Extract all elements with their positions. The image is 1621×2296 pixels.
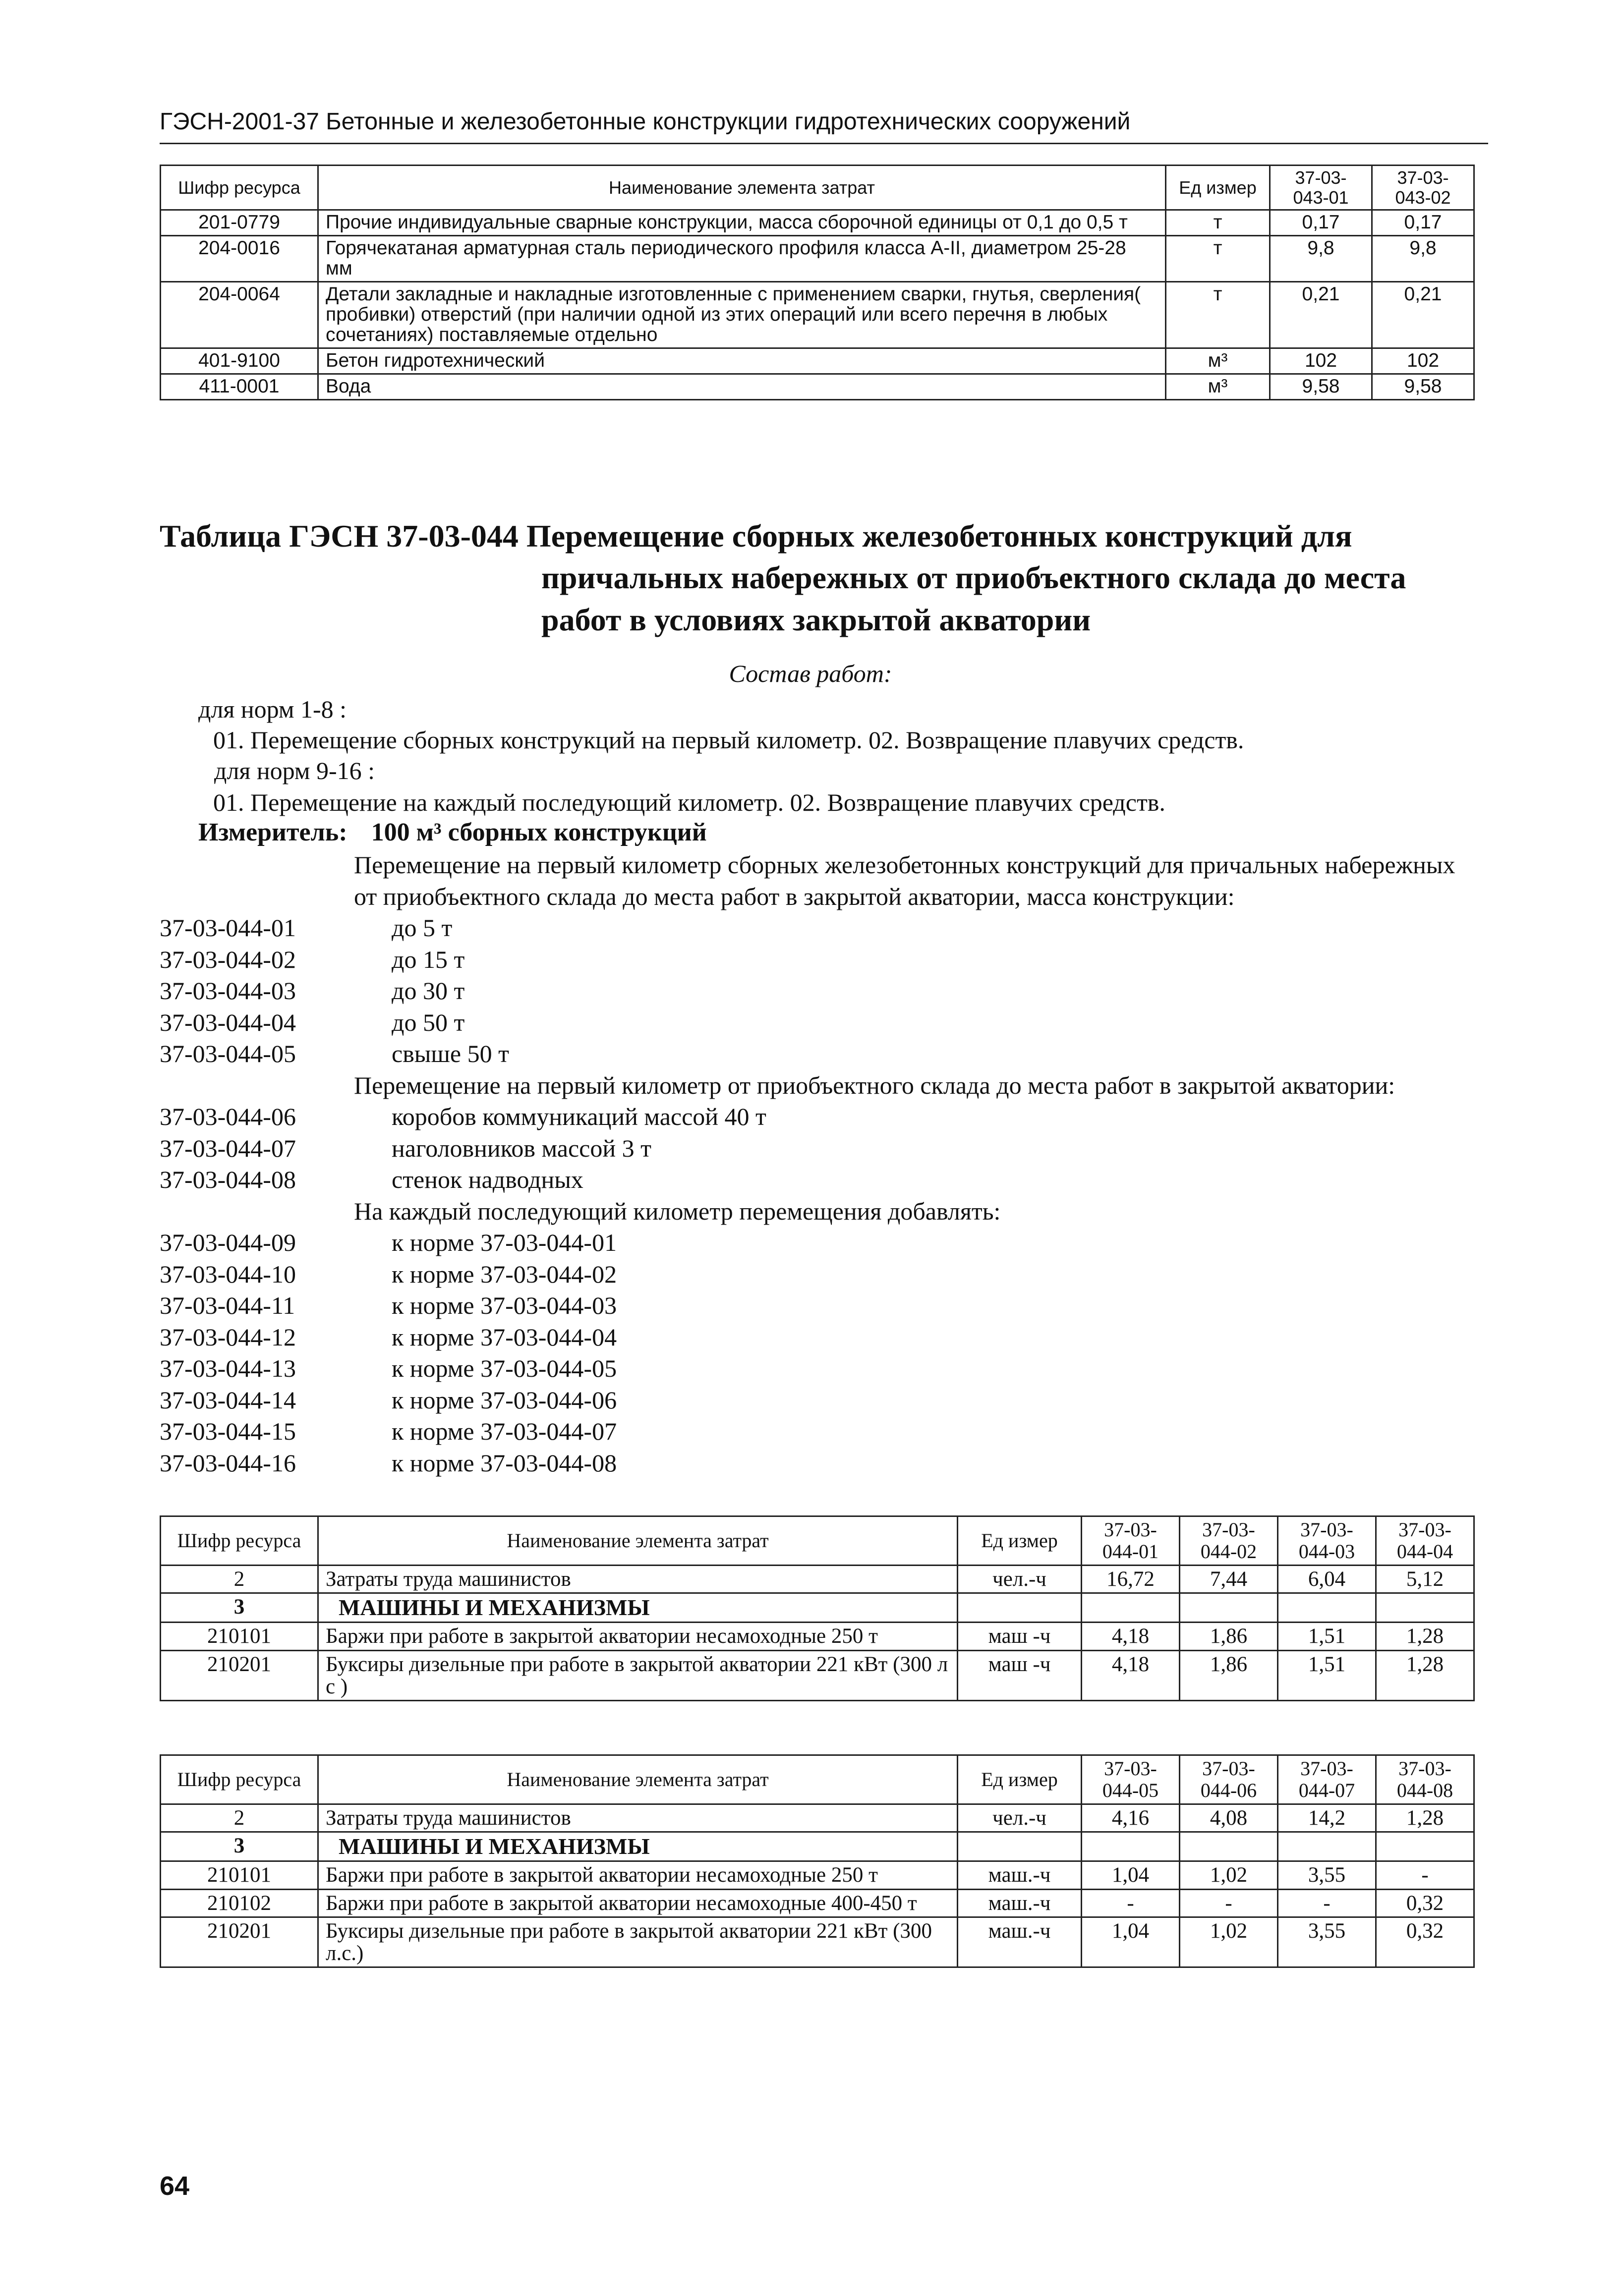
norm-item xyxy=(160,975,1469,1007)
resource-value: 0,21 xyxy=(1372,282,1474,348)
resource-code: 3 xyxy=(161,1593,318,1623)
resource-value: 3,55 xyxy=(1278,1917,1376,1967)
header-cell: 37-03-043-01 xyxy=(1270,166,1372,210)
header-cell: 37-03-044-01 xyxy=(1082,1516,1180,1566)
norm-description: к норме 37-03-044-02 xyxy=(392,1260,617,1288)
resource-value: - xyxy=(1082,1889,1180,1917)
resource-code: 201-0779 xyxy=(161,210,318,236)
table-body xyxy=(161,1804,1474,1967)
norm-description: к норме 37-03-044-06 xyxy=(392,1386,617,1414)
norm-description: до 50 т xyxy=(392,1008,465,1036)
header-cell: Ед измер xyxy=(958,1755,1082,1804)
norm-item xyxy=(160,1322,1469,1353)
header-cell: Шифр ресурса xyxy=(161,166,318,210)
resource-value: 1,02 xyxy=(1180,1917,1278,1967)
resource-value: 1,28 xyxy=(1376,1650,1474,1700)
resource-name: Детали закладные и накладные изготовленные с применением сварки, гнутья, сверления( пробивки) отверстий (при наличии одной из этих операций или всего перечня в любых сочетаниях) поставляемые отдельно xyxy=(318,282,1166,348)
norm-code: 37-03-044-13 xyxy=(160,1354,296,1382)
norm-item xyxy=(160,1164,1469,1196)
empty-cell xyxy=(1376,1832,1474,1861)
resource-unit: м³ xyxy=(1166,348,1270,374)
norm-group-heading: На каждый последующий километр перемещения добавлять: xyxy=(354,1197,1001,1225)
norm-code: 37-03-044-05 xyxy=(160,1040,296,1067)
norm-items-b xyxy=(160,1101,1469,1196)
header-cell: 37-03-044-06 xyxy=(1180,1755,1278,1804)
resource-code: 411-0001 xyxy=(161,374,318,399)
resource-value: 102 xyxy=(1372,348,1474,374)
header-cell: 37-03-044-08 xyxy=(1376,1755,1474,1804)
table-row xyxy=(161,1566,1474,1593)
norm-description: до 15 т xyxy=(392,945,465,973)
resource-code: 210201 xyxy=(161,1917,318,1967)
section-name: МАШИНЫ И МЕХАНИЗМЫ xyxy=(318,1832,958,1861)
header-cell: Наименование элемента затрат xyxy=(318,1755,958,1804)
resource-table-044-b xyxy=(160,1754,1475,1968)
group2-text: 01. Перемещение на каждый последующий километр. 02. Возвращение плавучих средств. xyxy=(213,788,1165,816)
resource-name: Баржи при работе в закрытой акватории несамоходные 250 т xyxy=(318,1861,958,1889)
header-cell: Наименование элемента затрат xyxy=(318,166,1166,210)
norm-code: 37-03-044-16 xyxy=(160,1449,296,1477)
resource-code: 2 xyxy=(161,1566,318,1593)
resource-code: 204-0016 xyxy=(161,236,318,282)
resource-table-044-a xyxy=(160,1515,1475,1701)
resource-unit: маш -ч xyxy=(958,1650,1082,1700)
norm-items-a xyxy=(160,912,1469,1070)
resource-code: 204-0064 xyxy=(161,282,318,348)
resource-code: 210102 xyxy=(161,1889,318,1917)
norm-description: коробов коммуникаций массой 40 т xyxy=(392,1103,766,1130)
resource-unit: чел.-ч xyxy=(958,1566,1082,1593)
resource-code: 401-9100 xyxy=(161,348,318,374)
norm-code: 37-03-044-04 xyxy=(160,1008,296,1036)
section-row xyxy=(161,1593,1474,1623)
norm-description: свыше 50 т xyxy=(392,1040,509,1067)
resource-code: 210101 xyxy=(161,1623,318,1650)
empty-cell xyxy=(1278,1832,1376,1861)
resource-code: 210201 xyxy=(161,1650,318,1700)
resource-value: 1,86 xyxy=(1180,1650,1278,1700)
meter-label: Измеритель: xyxy=(198,818,347,846)
resource-value: 4,18 xyxy=(1082,1623,1180,1650)
resource-name: Вода xyxy=(318,374,1166,399)
resource-name: Затраты труда машинистов xyxy=(318,1804,958,1832)
resource-value: 0,32 xyxy=(1376,1889,1474,1917)
norm-code: 37-03-044-06 xyxy=(160,1103,296,1130)
table-row xyxy=(161,348,1474,374)
table-row xyxy=(161,282,1474,348)
table-body xyxy=(161,1566,1474,1701)
header-cell: 37-03-044-02 xyxy=(1180,1516,1278,1566)
norm-description: к норме 37-03-044-05 xyxy=(392,1354,617,1382)
norm-group-heading: Перемещение на первый километр от приобъектного склада до места работ в закрытой акватории: xyxy=(354,1071,1395,1099)
resource-name: Баржи при работе в закрытой акватории несамоходные 400-450 т xyxy=(318,1889,958,1917)
resource-name: Баржи при работе в закрытой акватории несамоходные 250 т xyxy=(318,1623,958,1650)
resource-unit: маш.-ч xyxy=(958,1917,1082,1967)
norm-code: 37-03-044-11 xyxy=(160,1291,295,1319)
table-row xyxy=(161,236,1474,282)
resource-value: - xyxy=(1278,1889,1376,1917)
resource-value: 3,55 xyxy=(1278,1861,1376,1889)
resource-value: 5,12 xyxy=(1376,1566,1474,1593)
norm-code: 37-03-044-07 xyxy=(160,1134,296,1162)
resource-value: 0,21 xyxy=(1270,282,1372,348)
table-row xyxy=(161,374,1474,399)
resource-value: 9,58 xyxy=(1270,374,1372,399)
resource-value: 1,51 xyxy=(1278,1623,1376,1650)
resource-value: - xyxy=(1376,1861,1474,1889)
empty-cell xyxy=(1376,1593,1474,1623)
resource-code: 3 xyxy=(161,1832,318,1861)
resource-unit: м³ xyxy=(1166,374,1270,399)
resource-value: 1,04 xyxy=(1082,1861,1180,1889)
resource-unit: т xyxy=(1166,236,1270,282)
resource-value: 1,04 xyxy=(1082,1917,1180,1967)
header-cell: Шифр ресурса xyxy=(161,1516,318,1566)
table-header-row xyxy=(161,166,1474,210)
table-row xyxy=(161,1889,1474,1917)
empty-cell xyxy=(958,1832,1082,1861)
resource-unit: т xyxy=(1166,282,1270,348)
resource-value: 9,8 xyxy=(1372,236,1474,282)
norm-description: до 30 т xyxy=(392,977,465,1005)
table-header-row xyxy=(161,1516,1474,1566)
resource-unit: т xyxy=(1166,210,1270,236)
header-cell: 37-03-044-07 xyxy=(1278,1755,1376,1804)
resource-name: Горячекатаная арматурная сталь периодического профиля класса А-II, диаметром 25-28 мм xyxy=(318,236,1166,282)
norm-items-c xyxy=(160,1227,1469,1479)
resource-value: 4,08 xyxy=(1180,1804,1278,1832)
table-row xyxy=(161,1650,1474,1700)
running-header: ГЭСН-2001-37 Бетонные и железобетонные конструкции гидротехнических сооружений xyxy=(160,109,1131,135)
group1-label: для норм 1-8 : xyxy=(198,695,347,723)
norm-item xyxy=(160,944,1469,976)
norm-code: 37-03-044-09 xyxy=(160,1229,296,1256)
meter-line xyxy=(198,818,707,847)
group2-label: для норм 9-16 : xyxy=(214,757,375,784)
resource-value: 9,8 xyxy=(1270,236,1372,282)
resource-value: 9,58 xyxy=(1372,374,1474,399)
table-row xyxy=(161,1804,1474,1832)
norm-group-heading: Перемещение на первый километр сборных железобетонных конструкций для причальных набережных от приобъектного склада до места работ в закрытой акватории, масса конструкции: xyxy=(354,851,1455,910)
header-cell: Ед измер xyxy=(958,1516,1082,1566)
section-title-cont: причальных набережных от приобъектного склада до места работ в условиях закрытой акватории xyxy=(541,560,1406,637)
norm-description: наголовников массой 3 т xyxy=(392,1134,651,1162)
meter-value: 100 м³ сборных конструкций xyxy=(371,818,707,846)
section-name: МАШИНЫ И МЕХАНИЗМЫ xyxy=(318,1593,958,1623)
norm-description: к норме 37-03-044-01 xyxy=(392,1229,617,1256)
header-cell: Ед измер xyxy=(1166,166,1270,210)
header-cell: 37-03-044-03 xyxy=(1278,1516,1376,1566)
resource-value: 16,72 xyxy=(1082,1566,1180,1593)
norm-item xyxy=(160,912,1469,944)
resource-value: 0,17 xyxy=(1372,210,1474,236)
resource-name: Буксиры дизельные при работе в закрытой акватории 221 кВт (300 л с ) xyxy=(318,1650,958,1700)
empty-cell xyxy=(958,1593,1082,1623)
norm-item xyxy=(160,1133,1469,1165)
norm-code: 37-03-044-12 xyxy=(160,1323,296,1351)
norm-list xyxy=(160,849,1469,1479)
norm-item xyxy=(160,1227,1469,1259)
norm-item xyxy=(160,1385,1469,1416)
norm-code: 37-03-044-10 xyxy=(160,1260,296,1288)
norm-item xyxy=(160,1101,1469,1133)
norm-description: к норме 37-03-044-08 xyxy=(392,1449,617,1477)
norm-item xyxy=(160,1353,1469,1385)
empty-cell xyxy=(1082,1832,1180,1861)
resource-value: 1,02 xyxy=(1180,1861,1278,1889)
work-composition-heading: Состав работ: xyxy=(729,660,892,687)
norm-description: стенок надводных xyxy=(392,1166,583,1193)
table-header-row xyxy=(161,1755,1474,1804)
section-title xyxy=(160,515,1488,641)
table-row xyxy=(161,1623,1474,1650)
norm-item xyxy=(160,1038,1469,1070)
header-cell: Шифр ресурса xyxy=(161,1755,318,1804)
resource-value: - xyxy=(1180,1889,1278,1917)
section-title-lead: Таблица ГЭСН 37-03-044 Перемещение сборных железобетонных конструкций для xyxy=(160,518,1352,554)
header-cell: 37-03-044-04 xyxy=(1376,1516,1474,1566)
norm-item xyxy=(160,1290,1469,1322)
resource-value: 1,28 xyxy=(1376,1804,1474,1832)
resource-name: Бетон гидротехнический xyxy=(318,348,1166,374)
norm-item xyxy=(160,1259,1469,1290)
resource-value: 0,32 xyxy=(1376,1917,1474,1967)
resource-value: 6,04 xyxy=(1278,1566,1376,1593)
resource-name: Затраты труда машинистов xyxy=(318,1566,958,1593)
resource-name: Прочие индивидуальные сварные конструкции, масса сборочной единицы от 0,1 до 0,5 т xyxy=(318,210,1166,236)
section-row xyxy=(161,1832,1474,1861)
header-rule xyxy=(160,143,1488,144)
resource-unit: маш.-ч xyxy=(958,1889,1082,1917)
resource-unit: маш -ч xyxy=(958,1623,1082,1650)
resource-value: 1,28 xyxy=(1376,1623,1474,1650)
resource-value: 1,86 xyxy=(1180,1623,1278,1650)
norm-description: к норме 37-03-044-07 xyxy=(392,1417,617,1445)
norm-code: 37-03-044-01 xyxy=(160,914,296,942)
norm-item xyxy=(160,1007,1469,1039)
norm-code: 37-03-044-02 xyxy=(160,945,296,973)
resource-value: 7,44 xyxy=(1180,1566,1278,1593)
norm-description: к норме 37-03-044-04 xyxy=(392,1323,617,1351)
norm-code: 37-03-044-03 xyxy=(160,977,296,1005)
table-row xyxy=(161,1917,1474,1967)
resource-unit: маш.-ч xyxy=(958,1861,1082,1889)
empty-cell xyxy=(1082,1593,1180,1623)
resource-value: 1,51 xyxy=(1278,1650,1376,1700)
resource-value: 4,18 xyxy=(1082,1650,1180,1700)
norm-item xyxy=(160,1448,1469,1479)
norm-description: до 5 т xyxy=(392,914,453,942)
norm-item xyxy=(160,1416,1469,1448)
norm-code: 37-03-044-14 xyxy=(160,1386,296,1414)
norm-code: 37-03-044-15 xyxy=(160,1417,296,1445)
resource-name: Буксиры дизельные при работе в закрытой акватории 221 кВт (300 л.с.) xyxy=(318,1917,958,1967)
page-number: 64 xyxy=(160,2171,190,2201)
table-body xyxy=(161,210,1474,400)
table-row xyxy=(161,210,1474,236)
empty-cell xyxy=(1180,1832,1278,1861)
empty-cell xyxy=(1278,1593,1376,1623)
norm-description: к норме 37-03-044-03 xyxy=(392,1291,617,1319)
resource-value: 14,2 xyxy=(1278,1804,1376,1832)
resource-code: 2 xyxy=(161,1804,318,1832)
table-row xyxy=(161,1861,1474,1889)
resource-code: 210101 xyxy=(161,1861,318,1889)
resource-unit: чел.-ч xyxy=(958,1804,1082,1832)
norm-code: 37-03-044-08 xyxy=(160,1166,296,1193)
resource-value: 102 xyxy=(1270,348,1372,374)
group1-text: 01. Перемещение сборных конструкций на первый километр. 02. Возвращение плавучих средств. xyxy=(213,726,1244,754)
header-cell: Наименование элемента затрат xyxy=(318,1516,958,1566)
header-cell: 37-03-044-05 xyxy=(1082,1755,1180,1804)
resource-table-043 xyxy=(160,165,1475,400)
header-cell: 37-03-043-02 xyxy=(1372,166,1474,210)
empty-cell xyxy=(1180,1593,1278,1623)
resource-value: 0,17 xyxy=(1270,210,1372,236)
resource-value: 4,16 xyxy=(1082,1804,1180,1832)
